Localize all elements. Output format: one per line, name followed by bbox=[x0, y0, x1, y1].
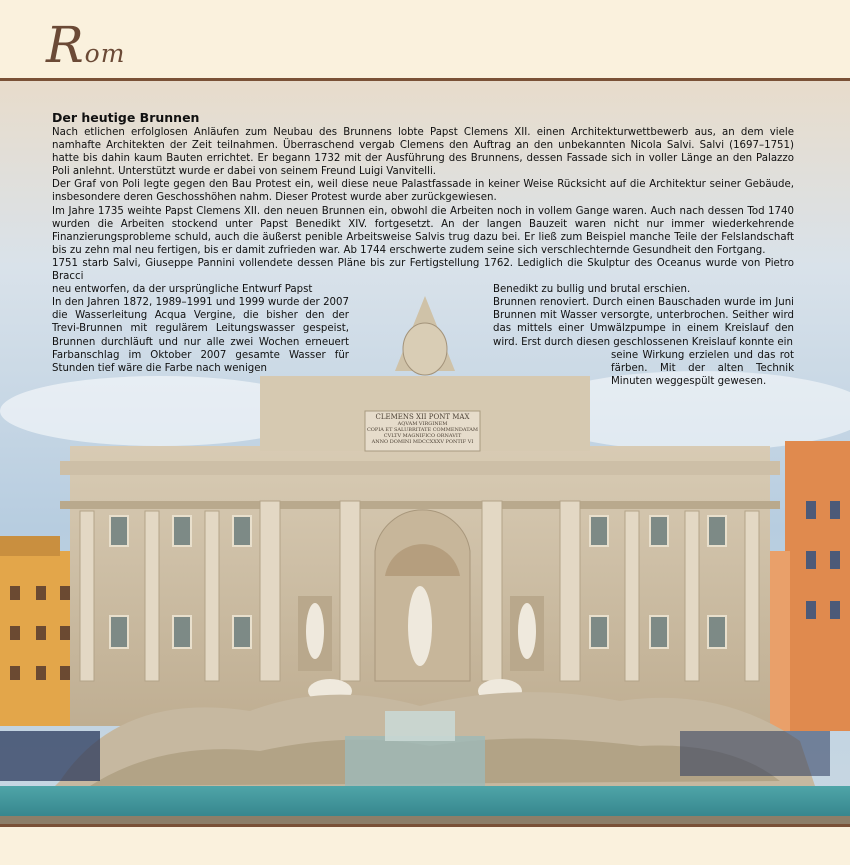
article-paragraph: Der Graf von Poli legte gegen den Bau Protest ein, weil diese neue Palastfassade in keiner Weise Rücksicht auf die Architektur seiner Gebäude, insbesondere deren Geschosshöhen nahm. Dieser Protest wurde aber zurückgewiesen. bbox=[52, 179, 794, 204]
right-column-text: Brunnen renoviert. Durch einen Bauschaden wurde im Juni Brunnen mit Wasser versorgte, unterbrochen. Seither wird das mittels einer Umwälzpumpe in einem Kreislauf den wird. Erst durch diesen geschlossenen Kreislauf konnte ein bbox=[493, 297, 794, 348]
article-heading: Der heutige Brunnen bbox=[52, 110, 200, 125]
bottom-divider bbox=[0, 824, 850, 827]
right-column bbox=[493, 283, 794, 388]
left-column-text: neu entworfen, da der ursprüngliche Entwurf Papst bbox=[52, 284, 313, 296]
inscription-line: CVLTV MAGNIFICO ORNAVIT bbox=[383, 433, 462, 439]
article-paragraph: Nach etlichen erfolglosen Anläufen zum Neubau des Brunnens lobte Papst Clemens XII. einen Architekturwettbewerb aus, an dem viele namhafte Architekten der Zeit teilnahmen. Überraschend vergab Clemens den Auftrag an den unbekannten Nicola Salvi. Salvi (1697–1751) hatte bis dahin kaum Bauten errichtet. Er begann 1732 mit der Ausführung des Brunnens, dessen Fassade sich in voller Länge an den Palazzo Poli anlehnt. Unterstützt wurde er dabei von seinem Freund Luigi Vanvitelli. bbox=[52, 127, 794, 178]
logo-rest: om bbox=[84, 39, 126, 68]
left-column-text: In den Jahren 1872, 1989–1991 und 1999 wurde der 2007 die Wasserleitung Acqua Vergine, die bisher den der Trevi-Brunnen mit regulärem Leitungswasser gespeist, Brunnen durchläuft und nur alle zwei Wochen erneuert Farbanschlag im Oktober 2007 gesamte Wasser für Stunden tief wäre die Farbe nach wenigen bbox=[52, 297, 349, 374]
article-paragraph: Im Jahre 1735 weihte Papst Clemens XII. den neuen Brunnen ein, obwohl die Arbeiten noch in vollem Gange waren. Auch nach dessen Tod 1740 wurden die Arbeiten stockend unter Papst Benedikt XIV. fortgesetzt. An der langen Bauzeit waren nicht nur immer wiederkehrende Finanzierungsprobleme schuld, auch die äußerst penible Arbeitsweise Salvis trug dazu bei. Er ließ zum Beispiel manche Teile der Felslandschaft bis zu zehn mal neu fertigen, bis er damit zufrieden war. Ab 1744 erschwerte zudem seine sich verschlechternde Gesundheit den Fortgang. bbox=[52, 205, 794, 256]
page-logo bbox=[46, 16, 125, 74]
inscription-line: AQVAM VIRGINEM bbox=[397, 421, 448, 427]
logo-initial: R bbox=[46, 16, 85, 74]
inscription-line: ANNO DOMINI MDCCXXXV PONTIF VI bbox=[371, 439, 474, 445]
inscription-line: COPIA ET SALUBRITATE COMMENDATAM bbox=[366, 427, 479, 433]
article-paragraph: 1751 starb Salvi, Giuseppe Pannini vollendete dessen Pläne bis zur Fertigstellung 1762. Lediglich die Skulptur des Oceanus wurde von Pietro Bracci bbox=[52, 257, 794, 283]
inscription-line: CLEMENS XII PONT MAX bbox=[375, 413, 470, 421]
left-column bbox=[52, 283, 349, 375]
right-column-text: Benedikt zu bullig und brutal erschien. bbox=[493, 284, 691, 296]
right-column-text: seine Wirkung erzielen und das rot färben. Mit der alten Technik Minuten weggespült gewesen. bbox=[611, 349, 794, 387]
article bbox=[52, 110, 794, 403]
two-column-text bbox=[52, 283, 794, 403]
fountain-inscription bbox=[366, 413, 479, 445]
